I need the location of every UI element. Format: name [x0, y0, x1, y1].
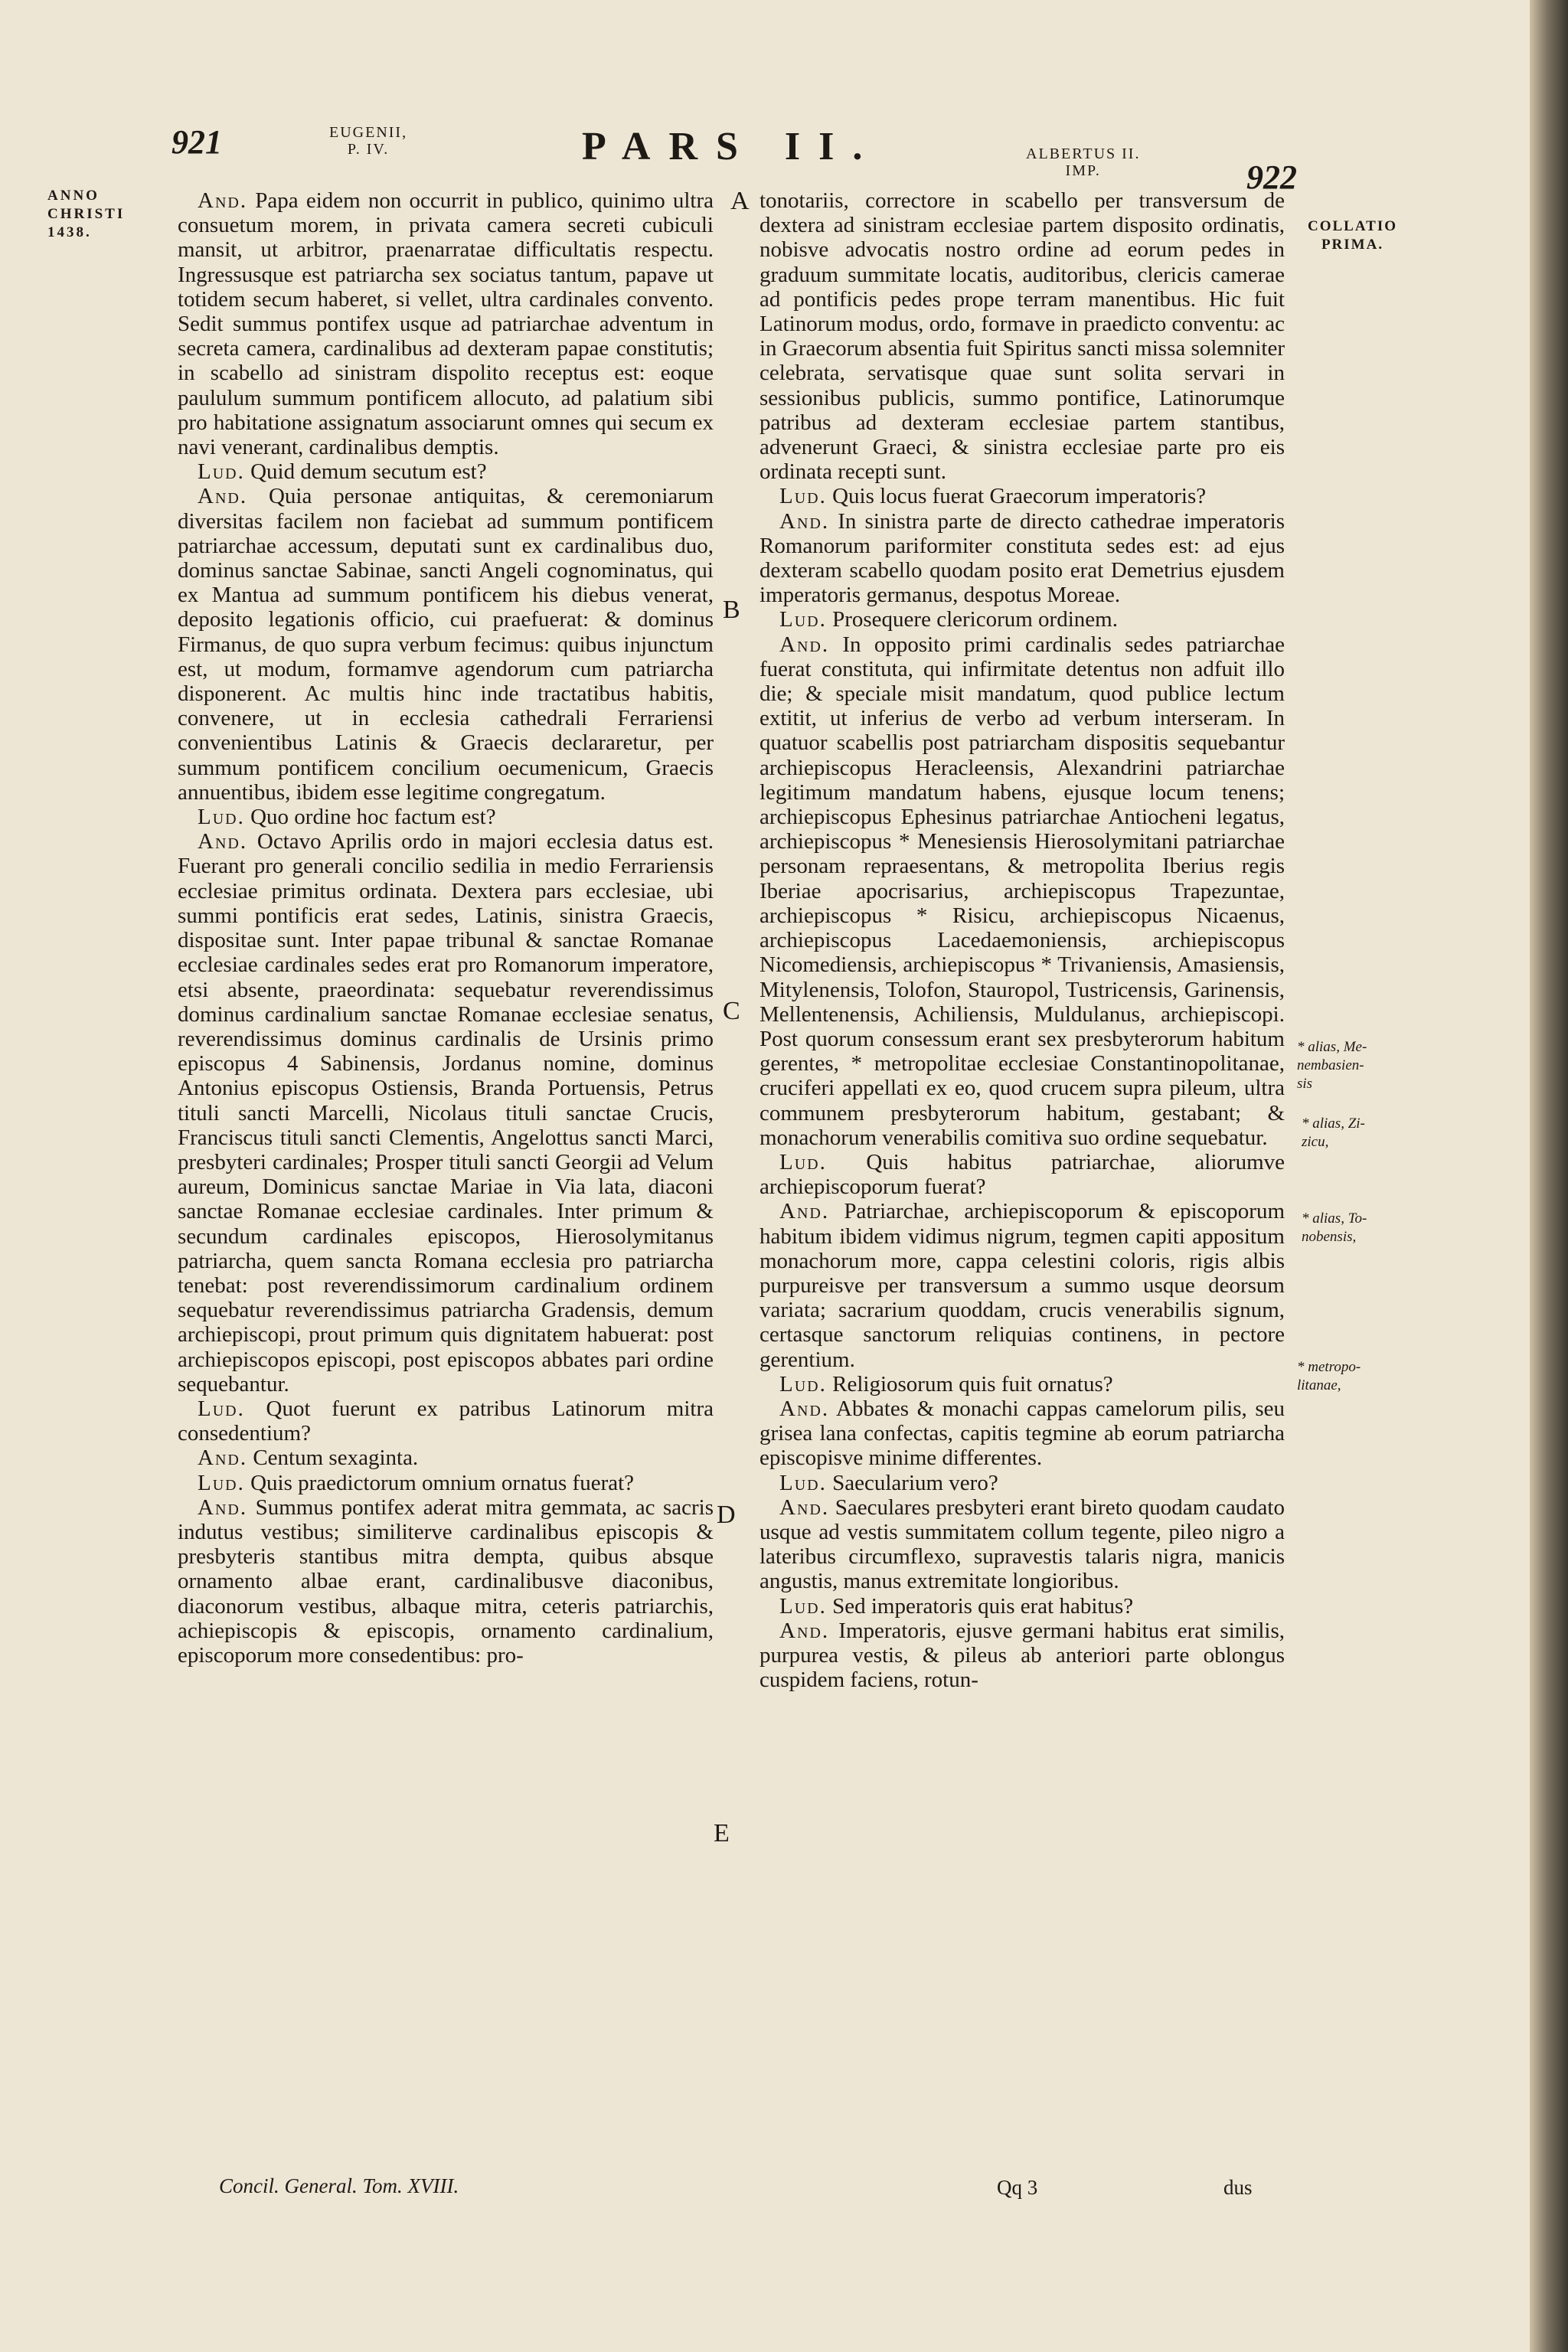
- paragraph: [178, 829, 714, 1396]
- paragraph-text: In opposito primi cardinalis sedes patriarchae fuerat constituta, qui infirmitate detentus non adfuit illo die; & speciale misit mandatum, quod publice lectum extitit, ut inferius de verbo ad verbum interseram. In quatuor scabellis post patriarcham dispositis sequebantur archiepiscopus Heracleensis, Alexandrini patriarchae legitimum mandatum habens, ejusque locum tenens; archiepiscopus Ephesinus patriarchae Antiocheni legatus, archiepiscopus * Menesiensis Hierosolymitani patriarchae personam repraesentans, & metropolita Iberius regis Iberiae apocrisarius, archiepiscopus Trapezuntae, archiepiscopus * Risicu, archiepiscopus Nicaenus, archiepiscopus Lacedaemoniensis, archiepiscopus Nicomediensis, archiepiscopus * Trivaniensis, Amasiensis, Mitylenensis, Tolofon, Stauropol, Tustricensis, Garinensis, Mellentenensis, Achiliensis, Muldulanus, archiepiscopi. Post quorum consessum erant sex presbyterorum habitum gerentes, * metropolitae ecclesiae Constantinopolitanae, cruciferi appellati ex eo, quod crucem supra pileum, ultra communem presbyterorum habitum, gestabant; & monachorum venerabilis comitiva suo ordine sequebatur.: [760, 632, 1285, 1150]
- speaker: And.: [198, 188, 248, 213]
- speaker: Lud.: [779, 1149, 827, 1174]
- paragraph-text: Summus pontifex aderat mitra gemmata, ac sacris indutus vestibus; similiterve cardinalibus episcopis & presbyteris stantibus mitra dempta, quibus absque ornamento albae erant, cardinalibusve diaconibus, diaconorum vestibus, albaque mitra, ceteris patriarchis, achiepiscopis & episcopis, ornamento cardinalium, episcoporum more consedentibus: pro-: [178, 1494, 714, 1668]
- paragraph-text: In sinistra parte de directo cathedrae imperatoris Romanorum pariformiter constituta sedes est: ad ejus dexteram scabello quodam posito erat Demetrius ejusdem imperatoris germanus, despotus Moreae.: [760, 508, 1285, 608]
- speaker: Lud.: [198, 1470, 245, 1495]
- speaker: And.: [779, 632, 830, 657]
- speaker: Lud.: [198, 459, 245, 485]
- paragraph: [760, 509, 1285, 608]
- paragraph: [760, 1495, 1285, 1594]
- catchword: dus: [1223, 2176, 1253, 2199]
- footer-source: Concil. General. Tom. XVIII.: [219, 2174, 459, 2197]
- speaker: And.: [779, 1396, 830, 1421]
- variant-note: * alias, Me- nembasien- sis: [1297, 1039, 1367, 1092]
- variant-note: * alias, Zi- zicu,: [1302, 1116, 1365, 1150]
- paragraph-text: Quis habitus patriarchae, aliorumve archiepiscoporum fuerat?: [760, 1149, 1285, 1200]
- speaker: And.: [198, 829, 248, 854]
- right-text-column: [760, 188, 1285, 1692]
- paragraph: [760, 1199, 1285, 1371]
- paragraph-text: Abbates & monachi cappas camelorum pilis, seu grisea lana confectas, capitis tegmine ab eorum patriarcha episcopisve minime differentes.: [760, 1396, 1285, 1471]
- speaker: And.: [779, 508, 830, 534]
- paragraph-text: Centum sexaginta.: [253, 1446, 419, 1471]
- paragraph: [760, 1150, 1285, 1199]
- paragraph-text: Quid demum secutum est?: [250, 459, 487, 485]
- paragraph: [760, 1372, 1285, 1396]
- speaker: Lud.: [779, 1593, 827, 1619]
- paragraph: [760, 607, 1285, 632]
- speaker: Lud.: [779, 1470, 827, 1495]
- paragraph: [760, 1471, 1285, 1495]
- speaker: And.: [779, 1618, 830, 1643]
- paragraph-text: Religiosorum quis fuit ornatus?: [832, 1371, 1113, 1396]
- section-letter-e: E: [714, 1819, 730, 1847]
- paragraph-text: Quot fuerunt ex patribus Latinorum mitra consedentium?: [178, 1396, 714, 1446]
- left-page-number: 921: [172, 123, 222, 161]
- paragraph: [178, 188, 714, 459]
- speaker: Lud.: [779, 607, 827, 632]
- paragraph: [760, 1619, 1285, 1693]
- paragraph-text: Quo ordine hoc factum est?: [250, 805, 496, 830]
- paragraph-text: Saecularium vero?: [832, 1470, 998, 1495]
- variant-note: * metropo- litanae,: [1297, 1359, 1361, 1393]
- paragraph: [760, 484, 1285, 508]
- speaker: And.: [198, 484, 248, 509]
- paragraph-text: tonotariis, correctore in scabello per transversum de dextera ad sinistram ecclesiae partem disposito ordinatis, nobisve advocatis nostro ordine ad eorum pedes in graduum summitate locatis, auditoribus, clericis camerae ad pontificis pedes prope terram manentibus. Hic fuit Latinorum modus, ordo, formave in praedicto conventu: ac in Graecorum absentia fuit Spiritus sancti missa solemniter celebrata, servatisque quae sunt solita servari in sessionibus publicis, summo pontifice, Latinorumque patribus ad dexteram ecclesiae partem stantibus, advenerunt Graeci, & sinistra ecclesiae parte pro eis ordinata recepti sunt.: [760, 188, 1285, 485]
- paragraph-text: Prosequere clericorum ordinem.: [832, 607, 1118, 632]
- paragraph-text: Patriarchae, archiepiscoporum & episcoporum habitum ibidem vidimus nigrum, tegmen capiti appositum monachorum more, cappa celestini coloris, rigis albis purpureisve per transversum a summo usque deorsum variata; sacrarium quoddam, crucis venerabilis signum, certasque sanctorum reliquias continens, in pectore gerentium.: [760, 1199, 1285, 1372]
- paragraph-text: Imperatoris, ejusve germani habitus erat similis, purpurea vestis, & pileus ab anteriori parte oblongus cuspidem faciens, rotun-: [760, 1618, 1285, 1693]
- paragraph: [760, 1396, 1285, 1471]
- speaker: And.: [198, 1446, 248, 1471]
- speaker: And.: [779, 1199, 830, 1224]
- paragraph: [178, 484, 714, 805]
- right-running-head: ALBERTUS II. IMP.: [1026, 145, 1141, 179]
- section-letter-a: A: [730, 187, 750, 215]
- speaker: And.: [198, 1494, 248, 1520]
- margin-note-collatio: COLLATIO PRIMA.: [1308, 218, 1398, 253]
- left-text-column: [178, 188, 714, 1668]
- part-title: PARS II.: [582, 125, 881, 168]
- speaker: And.: [779, 1494, 830, 1520]
- paragraph-text: Quia personae antiquitas, & ceremoniarum diversitas facilem non faciebat ad summum pontificem patriarchae accessum, deputati sunt ex cardinalibus duo, dominus sanctae Sabinae, sancti Angeli cognominatus, qui ex Mantua ad summum pontificem his diebus venerat, deposito legationis officio, cui praefuerat: & dominus Firmanus, de quo supra verbum fecimus: quibus injunctum est, ut modum, formamve agendorum cum patriarcha disponerent. Ac multis hinc inde tractatibus habitis, convenere, ut in ecclesia cathedrali Ferrariensi convenientibus Latinis & Graecis declararetur, per summum pontificem concilium oecumenicum, Graecis annuentibus, ibidem esse legitime congregatum.: [178, 484, 714, 805]
- paragraph-text: Octavo Aprilis ordo in majori ecclesia datus est. Fuerant pro generali concilio sedilia in medio Ferrariensis ecclesiae primitus ordinata. Dextera pars ecclesiae, ubi summi pontificis erat sedes, Latinis, sinistra Graecis, dispositae sunt. Inter papae tribunal & sanctae Romanae ecclesiae cardinales sedes erat pro Romanorum imperatore, etsi absente, praeordinata: sequebatur reverendissimus dominus cardinalium sanctae Romanae ecclesiae senatus, reverendissimus dominus cardinalis de Ursinis primo episcopus 4 Sabinensis, Jordanus nomine, dominus Antonius episcopus Ostiensis, Branda Portuensis, Petrus tituli sancti Marcelli, Nicolaus tituli sanctae Crucis, Franciscus tituli sancti Clementis, Angelottus sancti Marci, presbyteri cardinales; Prosper tituli sancti Georgii ad Velum aureum, Dominicus sanctae Mariae in Via lata, diaconi sanctae Romanae ecclesiae cardinales. Inter primum & secundum cardinales episcopos, Hierosolymitanus patriarcha, quem sancta Romana ecclesia pro patriarcha tenebat: post reverendissimorum cardinalium ordinem sequebatur reverendissimus patriarcha Gradensis, demum archiepiscopi, prout primum quis dignitatem habuerat: post archiepiscopos episcopi, post episcopos abbates pari ordine sequebantur.: [178, 829, 714, 1396]
- right-page-number: 922: [1246, 158, 1297, 196]
- signature-mark: Qq 3: [997, 2176, 1038, 2199]
- paragraph-text: Sed imperatoris quis erat habitus?: [832, 1593, 1134, 1619]
- paragraph-text: Quis locus fuerat Graecorum imperatoris?: [832, 484, 1207, 509]
- paragraph-text: Saeculares presbyteri erant bireto quodam caudato usque ad vestis summitatem collum tegente, pileo nigro a lateribus circumflexo, supravestis talaris nigra, manicis angustis, manus extremitate longioribus.: [760, 1494, 1285, 1594]
- paragraph: [178, 1471, 714, 1495]
- paragraph: [178, 1495, 714, 1668]
- speaker: Lud.: [198, 805, 245, 830]
- paragraph: [178, 1446, 714, 1470]
- section-letter-d: D: [717, 1501, 736, 1529]
- paragraph: [760, 188, 1285, 484]
- speaker: Lud.: [779, 484, 827, 509]
- paragraph: [178, 1396, 714, 1446]
- section-letter-b: B: [723, 596, 740, 624]
- left-running-head: EUGENII, P. IV.: [329, 124, 408, 158]
- paragraph-text: Papa eidem non occurrit in publico, quinimo ultra consuetum morem, in privata camera secreti cubiculi mansit, ut arbitror, praenarratae difficultatis respectu. Ingressusque est patriarcha sex sociatus tantum, papave ut totidem secum haberet, si vellet, ultra cardinales convento. Sedit summus pontifex usque ad patriarchae adventum in secreta camera, cardinalibus ad dexteram papae constitutis; in scabello ad sinistram dispolito receptus est: eoque paululum summum pontificem allocuto, ad palatium sibi pro habitatione assignatum associarunt omnes qui secum ex navi venerant, cardinalibus demptis.: [178, 188, 714, 460]
- paragraph: [178, 805, 714, 829]
- paragraph-text: Quis praedictorum omnium ornatus fuerat?: [250, 1470, 635, 1495]
- paragraph: [760, 632, 1285, 1150]
- variant-note: * alias, To- nobensis,: [1302, 1210, 1367, 1245]
- section-letter-c: C: [723, 997, 740, 1025]
- speaker: Lud.: [779, 1371, 827, 1396]
- margin-note-anno-christi: ANNO CHRISTI 1438.: [47, 188, 126, 240]
- paragraph: [178, 459, 714, 484]
- speaker: Lud.: [198, 1396, 245, 1421]
- paragraph: [760, 1594, 1285, 1619]
